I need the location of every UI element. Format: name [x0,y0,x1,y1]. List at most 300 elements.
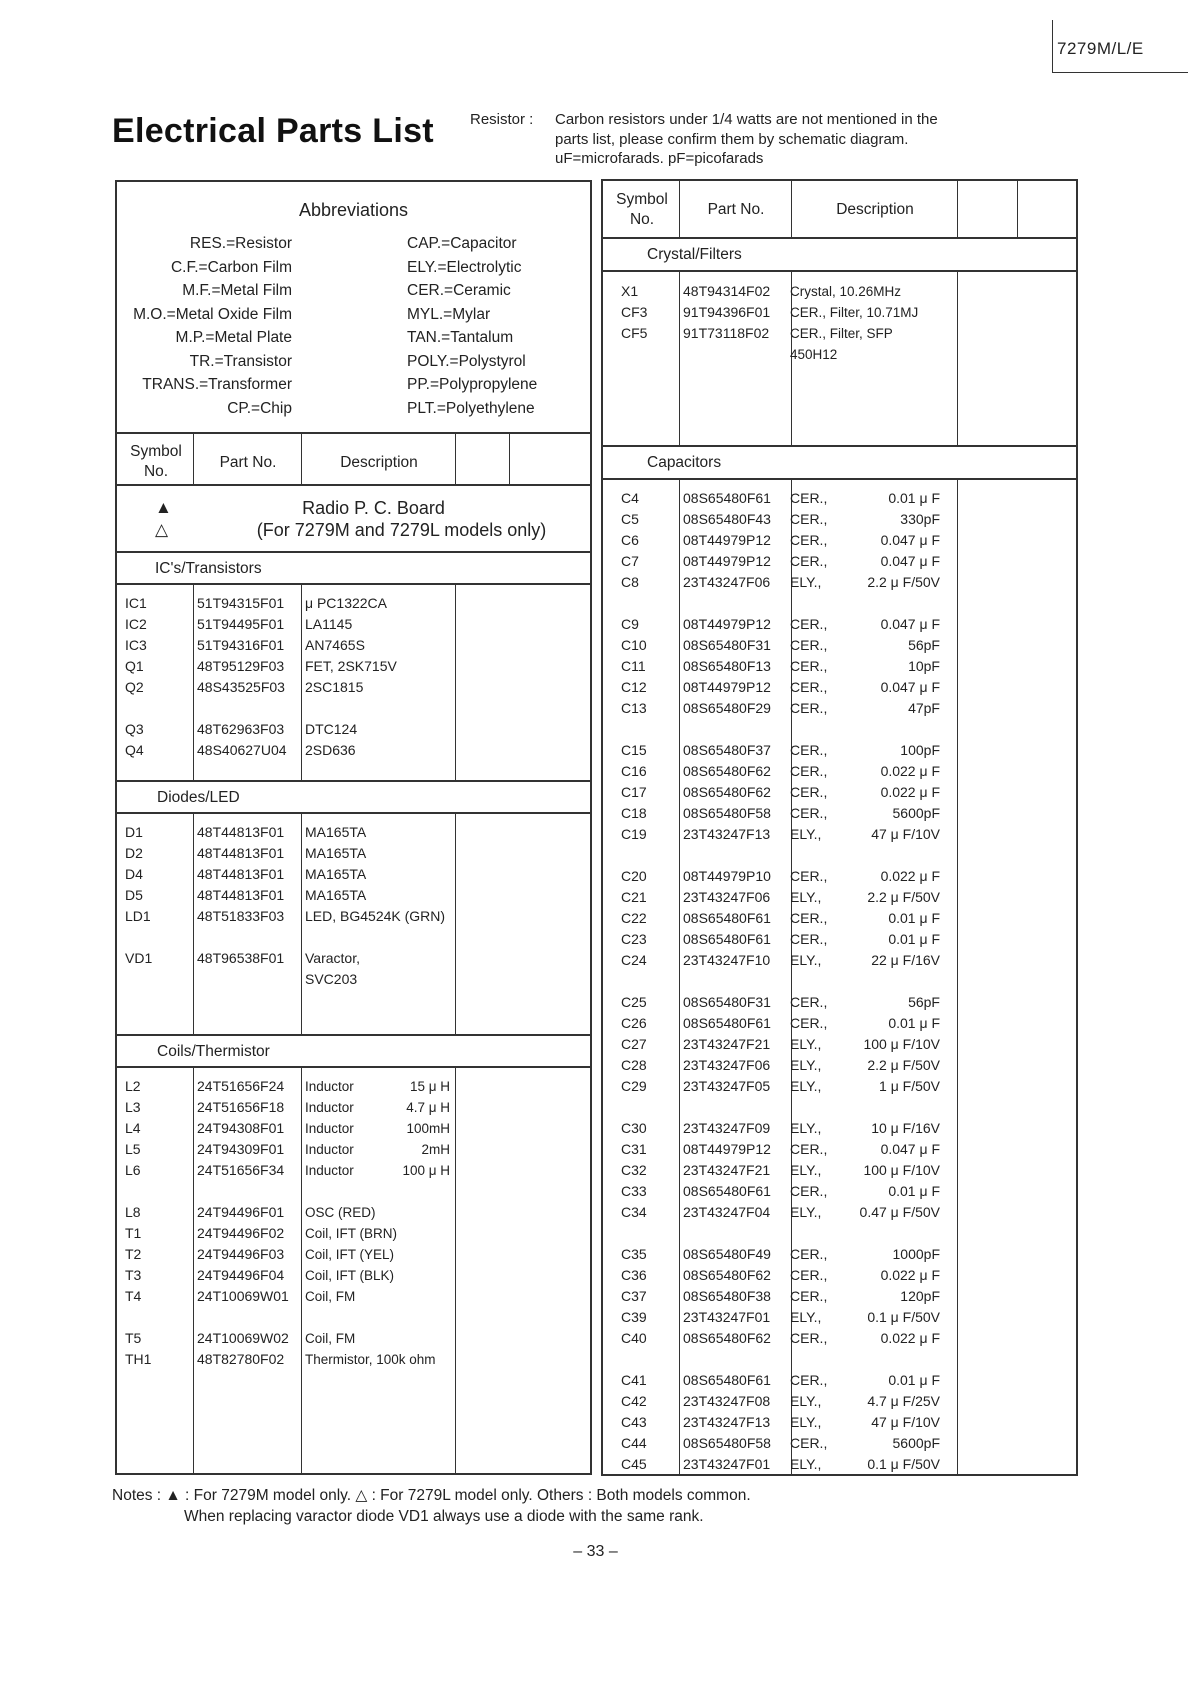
symbol-cell: L4 [125,1120,141,1136]
symbol-cell: T3 [125,1267,142,1283]
part-number-cell: 08T44979P10 [683,868,771,884]
part-number-cell: 08S65480F61 [683,931,771,947]
description-cell [790,1013,940,1034]
col-header-symbol-line: No. [143,463,169,480]
table-row [621,635,957,656]
description-value: 0.01 μ F [888,1372,940,1388]
table-row [125,822,455,843]
description-value: 10 μ F/16V [871,1120,940,1136]
section-title: IC's/Transistors [155,560,262,577]
part-number-cell: 08S65480F29 [683,700,771,716]
description-text: CER., [790,1330,828,1346]
description-text: ELY., [790,1456,822,1472]
part-number-cell: 51T94315F01 [197,595,285,611]
description-value: 0.1 μ F/50V [867,1309,940,1325]
description-value: 100 μ F/10V [863,1036,940,1052]
description-value: 0.047 μ F [880,679,940,695]
part-number-cell: 08S65480F13 [683,658,771,674]
description-text: MA165TA [305,824,367,840]
description-cell [305,635,450,656]
column-line [455,1066,456,1473]
description-text: CER., Filter, 10.71MJ [790,305,919,320]
description-value: 4.7 μ F/25V [867,1393,940,1409]
part-number-cell: 23T43247F10 [683,952,771,968]
symbol-cell: L5 [125,1141,141,1157]
part-number-cell: 08S65480F58 [683,1435,771,1451]
table-row [621,1433,957,1454]
page-number: – 33 – [573,1543,618,1560]
column-line [957,181,958,237]
description-value: 0.01 μ F [888,931,940,947]
part-number-cell: 23T43247F21 [683,1162,771,1178]
column-line [455,432,456,484]
description-text: CER., [790,805,828,821]
part-number-cell: 23T43247F21 [683,1036,771,1052]
part-number-cell: 24T94496F04 [197,1267,285,1283]
table-row [125,593,455,614]
description-text: Inductor [305,1100,354,1115]
description-value: 2.2 μ F/50V [867,1057,940,1073]
description-cell [305,885,450,906]
symbol-cell: C24 [621,952,647,968]
description-cell [305,1076,450,1097]
col-header-symbol [119,442,193,482]
description-cell [790,1307,940,1328]
column-line [957,478,958,1474]
description-text: Coil, IFT (YEL) [305,1247,395,1262]
part-number-cell: 08S65480F31 [683,994,771,1010]
description-text: CER., [790,868,828,884]
description-text: CER., [790,742,828,758]
symbol-cell: C43 [621,1414,647,1430]
table-row [125,1349,455,1370]
symbol-cell: C23 [621,931,647,947]
part-number-cell: 23T43247F09 [683,1120,771,1136]
col-header-symbol-line: Symbol [616,191,668,208]
divider [117,780,590,782]
description-text: LA1145 [305,616,353,632]
filled-triangle-icon: ▲ [155,498,172,517]
description-cell [790,803,940,824]
table-row [621,1181,957,1202]
description-text: Crystal, 10.26MHz [790,284,902,299]
part-number-cell: 91T73118F02 [683,325,770,341]
description-value: 120pF [900,1288,940,1304]
col-header-description: Description [836,201,914,218]
description-cell [790,1160,940,1181]
description-cell [790,1265,940,1286]
table-row [621,614,957,635]
description-value: 0.022 μ F [880,1267,940,1283]
table-row [621,866,957,887]
description-cell [790,656,940,677]
table-row [621,1286,957,1307]
part-number-cell: 08T44979P12 [683,532,771,548]
description-text: OSC (RED) [305,1205,376,1220]
part-number-cell: 23T43247F08 [683,1393,771,1409]
description-text: LED, BG4524K (GRN) [305,908,446,924]
part-number-cell: 24T51656F24 [197,1078,285,1094]
description-cell [305,1097,450,1118]
divider [117,583,590,585]
table-row [621,1328,957,1349]
description-cell [305,864,450,885]
row-gap [621,593,957,614]
table-row [621,281,957,302]
symbol-cell: C31 [621,1141,647,1157]
description-text: ELY., [790,1057,822,1073]
symbol-cell: C40 [621,1330,647,1346]
table-row [125,719,455,740]
symbol-cell: C39 [621,1309,647,1325]
part-number-cell: 08S65480F61 [683,910,771,926]
abbreviation-item: TR.=Transistor [189,352,292,370]
description-value: 0.047 μ F [880,616,940,632]
description-cell [305,948,450,969]
row-gap [125,1181,455,1202]
right-parts-table [601,179,1078,1476]
description-cell [790,1076,940,1097]
symbol-cell: D2 [125,845,143,861]
table-row [621,1265,957,1286]
description-text: ELY., [790,1309,822,1325]
table-row [125,1286,455,1307]
description-text: CER., [790,511,828,527]
part-number-cell: 48T82780F02 [197,1351,285,1367]
symbol-cell: LD1 [125,908,151,924]
symbol-cell: C4 [621,490,639,506]
description-cell [305,740,450,761]
description-text: Inductor [305,1163,354,1178]
table-row [125,1139,455,1160]
description-text: CER., [790,490,828,506]
description-text: Coil, FM [305,1289,356,1304]
description-value: 100pF [900,742,940,758]
symbol-cell: D4 [125,866,143,882]
part-number-cell: 08S65480F61 [683,1183,771,1199]
description-text: ELY., [790,1162,822,1178]
symbol-cell: L6 [125,1162,141,1178]
abbreviations-title: Abbreviations [298,200,409,220]
table-row [125,740,455,761]
description-cell [790,1055,940,1076]
description-text: CER., [790,910,828,926]
description-text: MA165TA [305,845,367,861]
table-row [125,906,455,927]
part-number-cell: 08T44979P12 [683,1141,771,1157]
description-text: CER., [790,637,828,653]
description-text: CER., [790,1246,828,1262]
description-text: 2SD636 [305,742,356,758]
description-text: CER., [790,1015,828,1031]
part-number-cell: 24T51656F18 [197,1099,285,1115]
symbol-cell: C16 [621,763,647,779]
abbreviations-right [407,232,537,420]
table-row [621,1055,957,1076]
symbol-cell: C34 [621,1204,647,1220]
parts-list [125,1076,455,1370]
description-cell [790,1244,940,1265]
description-value: 0.1 μ F/50V [867,1456,940,1472]
description-cell [790,677,940,698]
description-text: CER., [790,1435,828,1451]
description-text: CER., [790,994,828,1010]
symbol-cell: T5 [125,1330,142,1346]
symbol-cell: C32 [621,1162,647,1178]
section-title: Crystal/Filters [647,246,742,263]
description-value: 47 μ F/10V [871,1414,940,1430]
outline-triangle-icon: △ [155,520,169,539]
symbol-cell: C30 [621,1120,647,1136]
abbreviation-item: CER.=Ceramic [407,282,511,299]
table-row [621,1118,957,1139]
part-number-cell: 23T43247F06 [683,574,771,590]
symbol-cell: C8 [621,574,639,590]
board-title: Radio P. C. Board [302,498,445,518]
part-number-cell: 48T94314F02 [683,283,771,299]
symbol-cell: L2 [125,1078,141,1094]
description-text: CER., [790,1372,828,1388]
description-text: Inductor [305,1079,354,1094]
abbreviation-item: TAN.=Tantalum [407,329,514,346]
description-cell [305,719,450,740]
section-title: Diodes/LED [157,789,240,806]
symbol-cell: C35 [621,1246,647,1262]
description-cell [790,323,940,344]
column-line [455,583,456,780]
symbol-cell: CF3 [621,304,648,320]
description-cell [790,929,940,950]
description-value: 0.47 μ F/50V [859,1204,940,1220]
description-text: ELY., [790,1120,822,1136]
symbol-cell: C37 [621,1288,647,1304]
description-value: 1000pF [892,1246,940,1262]
table-row [125,885,455,906]
table-row [125,656,455,677]
description-text: 450H12 [790,347,838,362]
description-cell [790,572,940,593]
symbol-cell: Q1 [125,658,144,674]
table-row [621,572,957,593]
table-row [125,948,455,969]
description-text: CER., [790,931,828,947]
description-cell [790,1181,940,1202]
part-number-cell: 23T43247F13 [683,1414,771,1430]
table-row [621,509,957,530]
description-cell [305,1160,450,1181]
part-number-cell: 23T43247F04 [683,1204,771,1220]
table-row [621,530,957,551]
col-header-symbol [605,190,679,230]
parts-list [621,281,957,365]
table-row [125,843,455,864]
description-cell [305,1223,450,1244]
description-value: 56pF [908,637,940,653]
abbreviation-item: M.P.=Metal Plate [175,329,292,346]
notes-line-1: Notes : ▲ : For 7279M model only. △ : For 7279L model only. Others : Both models common. [112,1487,751,1504]
symbol-cell: C5 [621,511,639,527]
symbol-cell: CF5 [621,325,648,341]
column-line [301,432,302,484]
description-cell [790,614,940,635]
table-row [621,677,957,698]
description-cell [790,302,940,323]
divider [117,1066,590,1068]
description-text: FET, 2SK715V [305,658,397,674]
table-row [621,698,957,719]
symbol-cell: C25 [621,994,647,1010]
description-text: ELY., [790,574,822,590]
divider [117,551,590,553]
description-cell [790,635,940,656]
description-cell [305,906,450,927]
symbol-cell: L8 [125,1204,141,1220]
column-line [1017,181,1018,237]
description-cell [790,698,940,719]
table-row [621,1139,957,1160]
description-text: Varactor, [305,950,360,966]
description-cell [305,843,450,864]
table-row [621,740,957,761]
part-number-cell: 48T96538F01 [197,950,285,966]
abbreviation-item: M.O.=Metal Oxide Film [133,305,292,323]
symbol-cell: C15 [621,742,647,758]
description-value: 2.2 μ F/50V [867,889,940,905]
part-number-cell: 23T43247F13 [683,826,771,842]
description-cell [790,509,940,530]
abbreviation-item: PLT.=Polyethylene [407,399,535,417]
description-value: 100 μ H [402,1163,450,1178]
description-cell [305,1244,450,1265]
description-cell [305,1139,450,1160]
description-cell [305,1202,450,1223]
symbol-cell: TH1 [125,1351,152,1367]
part-number-cell: 24T94308F01 [197,1120,285,1136]
part-number-cell: 08S65480F43 [683,511,771,527]
col-header-part: Part No. [707,201,765,218]
description-cell [305,677,450,698]
symbol-cell: T1 [125,1225,142,1241]
symbol-cell: C10 [621,637,647,653]
description-text: Inductor [305,1142,354,1157]
table-row [125,1265,455,1286]
table-row [621,908,957,929]
description-text: ELY., [790,952,822,968]
description-value: 10pF [908,658,940,674]
description-value: 0.022 μ F [880,868,940,884]
description-text: Coil, IFT (BRN) [305,1226,398,1241]
description-text: CER., [790,532,828,548]
symbol-cell: VD1 [125,950,153,966]
part-number-cell: 08S65480F49 [683,1246,771,1262]
row-gap [621,971,957,992]
part-number-cell: 48T51833F03 [197,908,285,924]
part-number-cell: 91T94396F01 [683,304,771,320]
table-row [621,824,957,845]
description-cell [305,1286,450,1307]
description-value: 5600pF [892,805,940,821]
description-text: CER., [790,1183,828,1199]
row-gap [621,1097,957,1118]
description-value: 22 μ F/16V [871,952,940,968]
table-row [621,887,957,908]
description-text: CER., [790,1141,828,1157]
part-number-cell: 51T94495F01 [197,616,285,632]
column-line [509,432,510,484]
description-cell [790,887,940,908]
symbol-cell: C6 [621,532,639,548]
notes [112,1485,751,1527]
description-text: AN7465S [305,637,365,653]
part-number-cell: 48S43525F03 [197,679,285,695]
section-title: Coils/Thermistor [157,1043,270,1060]
table-row [621,1370,957,1391]
part-number-cell: 24T94496F01 [197,1204,285,1220]
row-gap [125,698,455,719]
description-value: 1 μ F/50V [879,1078,940,1094]
description-cell [790,908,940,929]
description-value: 0.047 μ F [880,553,940,569]
part-number-cell: 48T44813F01 [197,887,285,903]
description-cell [790,1433,940,1454]
description-cell [790,1328,940,1349]
abbreviations-left [133,232,292,420]
resistor-note-label: Resistor : [470,111,534,128]
part-number-cell: 08S65480F62 [683,784,771,800]
part-number-cell: 08S65480F62 [683,763,771,779]
description-cell [790,1139,940,1160]
part-number-cell: 51T94316F01 [197,637,285,653]
column-line [791,181,792,237]
description-text: ELY., [790,1204,822,1220]
part-number-cell: 48T95129F03 [197,658,285,674]
part-number-cell: 48T44813F01 [197,845,285,861]
description-value: 0.047 μ F [880,532,940,548]
divider [117,812,590,814]
description-text: CER., [790,553,828,569]
symbol-cell: C41 [621,1372,647,1388]
description-value: 0.01 μ F [888,910,940,926]
description-cell [305,969,450,990]
symbol-cell: C9 [621,616,639,632]
description-text: CER., [790,763,828,779]
divider [603,445,1076,447]
part-number-cell: 24T94496F03 [197,1246,285,1262]
symbol-cell: C36 [621,1267,647,1283]
description-cell [790,1118,940,1139]
parts-list [125,822,455,990]
description-cell [305,1265,450,1286]
abbreviation-item: CAP.=Capacitor [407,235,517,252]
description-cell [790,761,940,782]
description-cell [305,593,450,614]
table-row [621,551,957,572]
part-number-cell: 08T44979P12 [683,616,771,632]
description-text: ELY., [790,1036,822,1052]
table-row [621,656,957,677]
description-cell [790,1454,940,1475]
symbol-cell: C18 [621,805,647,821]
description-cell [790,782,940,803]
description-value: 100 μ F/10V [863,1162,940,1178]
description-text: CER., Filter, SFP [790,326,893,341]
row-gap [621,845,957,866]
part-number-cell: 23T43247F05 [683,1078,771,1094]
table-row [621,1202,957,1223]
part-number-cell: 08S65480F62 [683,1267,771,1283]
row-gap [621,719,957,740]
symbol-cell: C28 [621,1057,647,1073]
